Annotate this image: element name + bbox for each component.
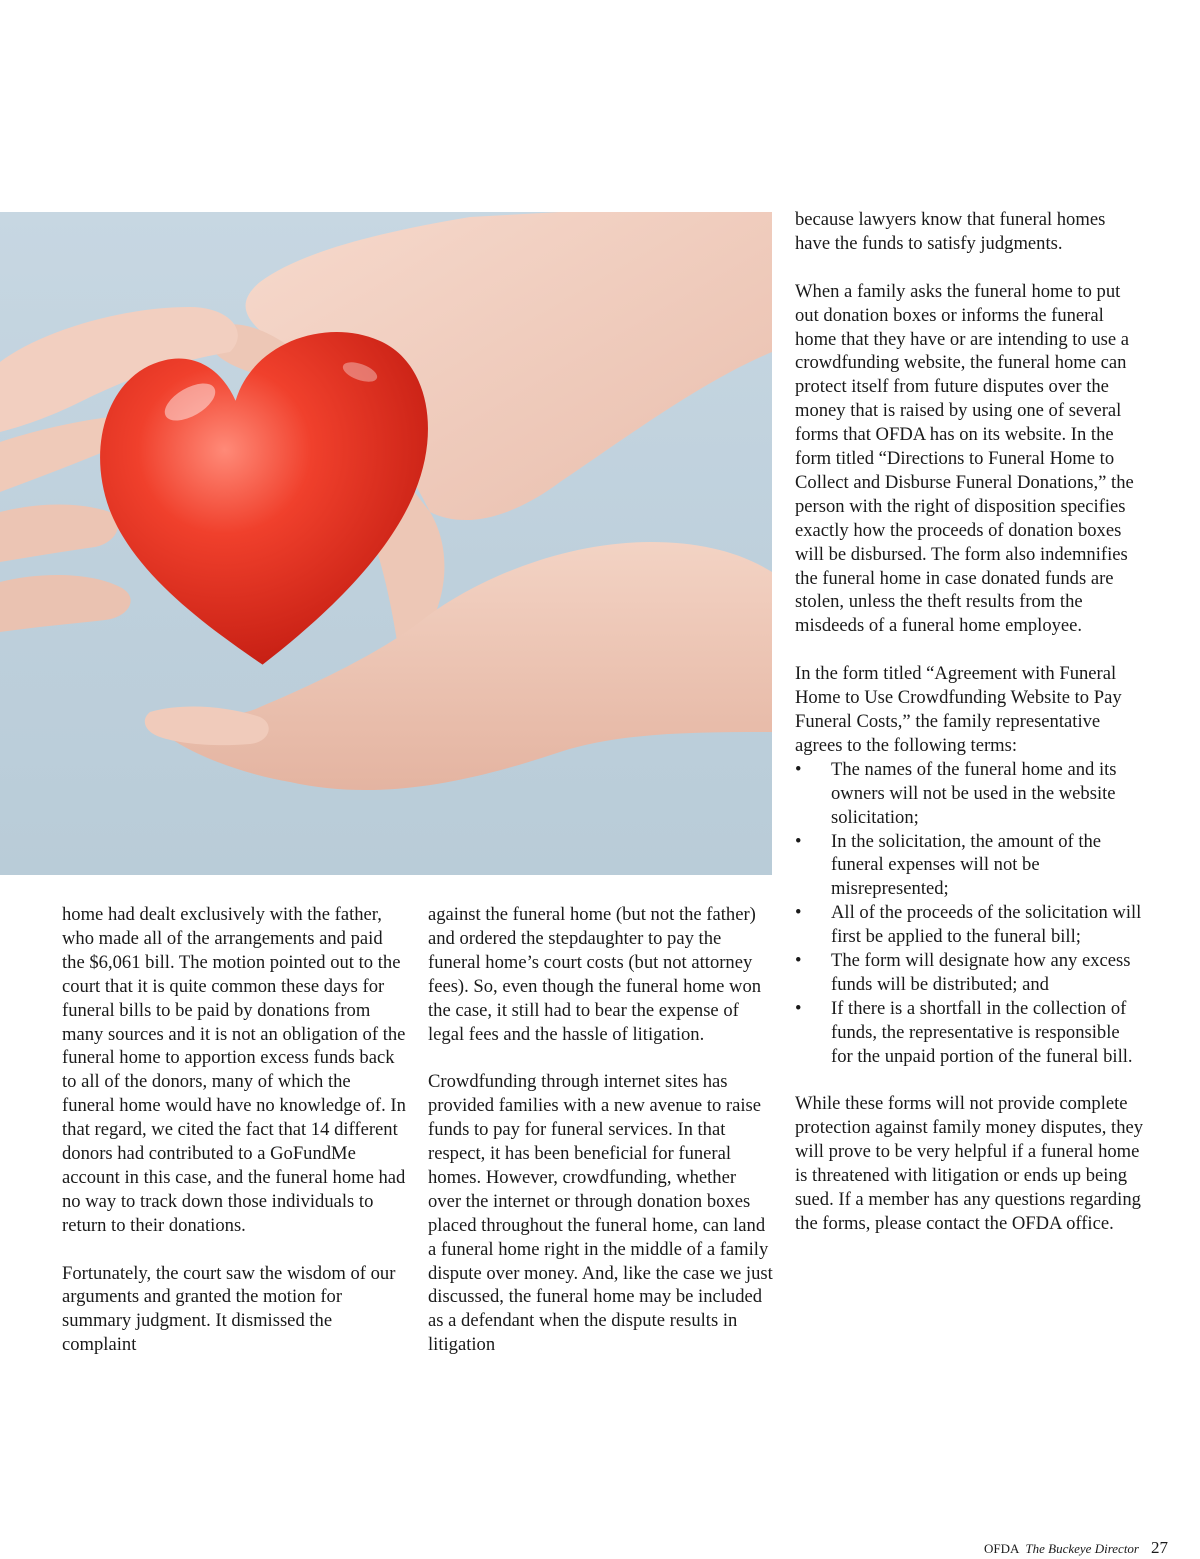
body-paragraph: home had dealt exclusively with the father, who made all of the arrangements and paid the $6,061 bill. The motion pointed out to the court that it is quite common these days for funeral bills to be paid by donations from many sources and it is not an obligation of the funeral home to apportion excess funds back to all of the donors, many of which the funeral home would have no knowledge of. In that regard, we cited the fact that 14 different donors had contributed to a GoFundMe account in this case, and the funeral home had no way to track down those individuals to return to their donations. [62, 904, 406, 1236]
list-item [795, 901, 1145, 949]
body-paragraph: against the funeral home (but not the father) and ordered the stepdaughter to pay the funeral home’s court costs (but not attorney fees). So, even though the funeral home won the case, it still had to bear the expense of legal fees and the hassle of litigation. [428, 904, 762, 1045]
hands-holding-heart-photo [0, 212, 772, 875]
page-footer [984, 1538, 1168, 1559]
list-item-text: The names of the funeral home and its owners will not be used in the website solicitation; [831, 758, 1117, 828]
list-item-text: If there is a shortfall in the collection of funds, the representative is responsible for the unpaid portion of the funeral bill. [831, 997, 1133, 1067]
bullet-icon: • [795, 758, 802, 780]
page-number: 27 [1151, 1538, 1168, 1557]
article-column-1 [62, 903, 407, 1381]
bullet-icon: • [795, 902, 802, 924]
list-item [795, 949, 1145, 997]
article-column-2 [428, 903, 773, 1381]
footer-org: OFDA [984, 1541, 1020, 1556]
list-item-text: In the solicitation, the amount of the funeral expenses will not be misrepresented; [831, 830, 1102, 900]
footer-publication: The Buckeye Director [1025, 1541, 1139, 1556]
body-paragraph: Fortunately, the court saw the wisdom of our arguments and granted the motion for summary judgment. It dismissed the complaint [62, 1262, 396, 1356]
bullet-icon: • [795, 830, 802, 852]
bullet-icon: • [795, 997, 802, 1019]
article-column-3 [795, 208, 1145, 1260]
list-item-text: All of the proceeds of the solicitation will first be applied to the funeral bill; [831, 902, 1142, 948]
list-item [795, 830, 1145, 902]
body-paragraph: In the form titled “Agreement with Funeral Home to Use Crowdfunding Website to Pay Funeral Costs,” the family representative agrees to the following terms: [795, 663, 1122, 756]
body-paragraph: While these forms will not provide complete protection against family money disputes, they will prove to be very helpful if a funeral home is threatened with litigation or ends up being sued. If a member has any questions regarding the forms, please contact the OFDA office. [795, 1093, 1144, 1235]
list-item [795, 997, 1145, 1069]
body-paragraph: When a family asks the funeral home to put out donation boxes or informs the funeral home that they have or are intending to use a crowdfunding website, the funeral home can protect itself from future disputes over the money that is raised by using one of several forms that OFDA has on its website. In the form titled “Directions to Funeral Home to Collect and Disburse Funeral Donations,” the person with the right of disposition specifies exactly how the proceeds of donation boxes will be disbursed. The form also indemnifies the funeral home in case donated funds are stolen, unless the theft results from the misdeeds of a funeral home employee. [795, 280, 1134, 637]
body-paragraph: because lawyers know that funeral homes have the funds to satisfy judgments. [795, 209, 1106, 254]
list-item-text: The form will designate how any excess funds will be distributed; and [831, 950, 1131, 995]
terms-list [795, 758, 1145, 1069]
bullet-icon: • [795, 950, 802, 972]
list-item [795, 758, 1145, 830]
heart-in-hands-illustration [0, 212, 772, 875]
body-paragraph: Crowdfunding through internet sites has provided families with a new avenue to raise funds to pay for funeral services. In that respect, it has been beneficial for funeral homes. However, crowdfunding, whether over the internet or through donation boxes placed throughout the funeral home, can land a funeral home right in the middle of a family dispute over money. And, like the case we just discussed, the funeral home may be included as a defendant when the dispute results in litigation [428, 1071, 773, 1356]
